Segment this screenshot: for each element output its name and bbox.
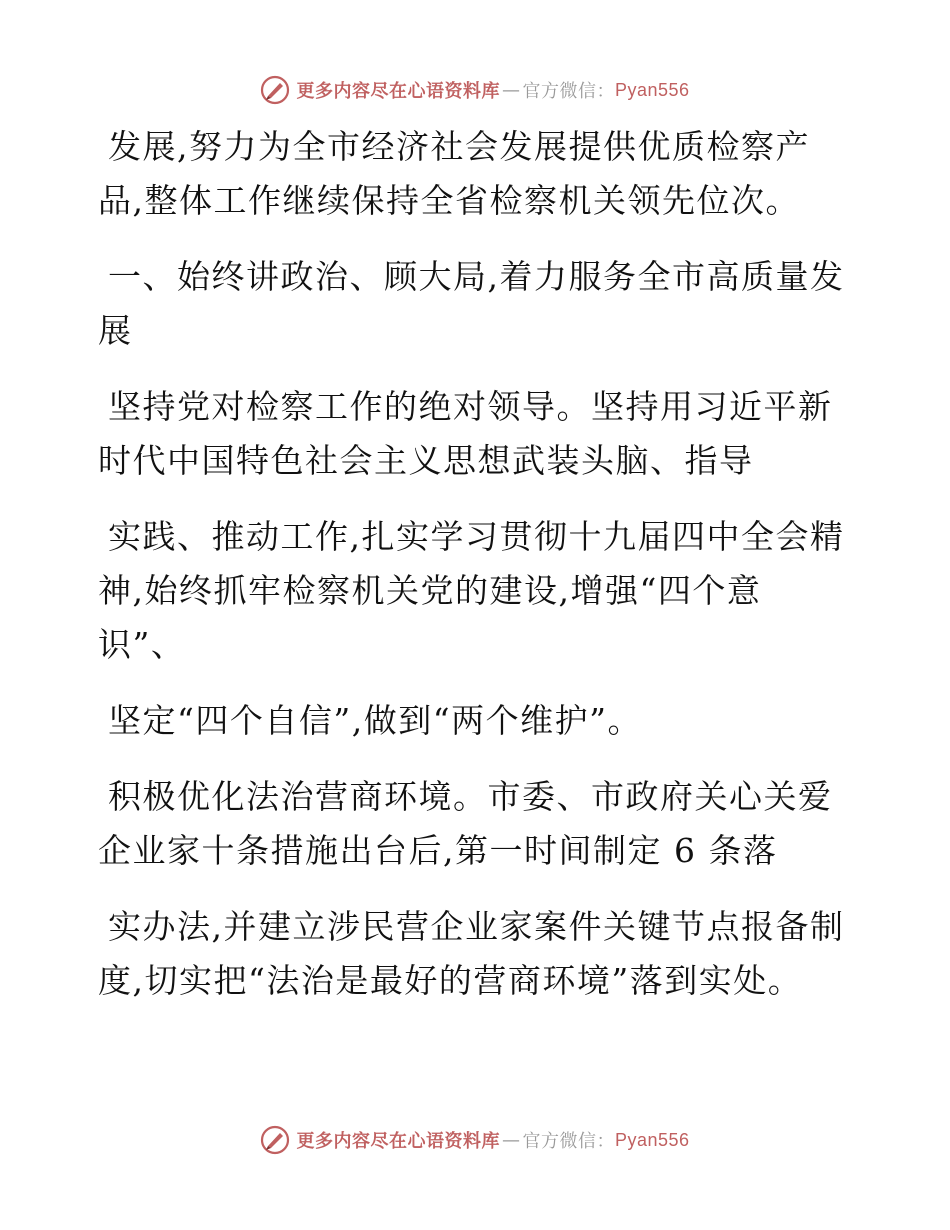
text-line: 企业家十条措施出台后,第一时间制定 6 条落 [98,831,778,870]
watermark-subtitle: 官方微信： [522,81,615,102]
watermark-wechat-id: Pyan556 [614,79,690,100]
paragraph [98,120,858,228]
text-line: 发展,努力为全市经济社会发展提供优质检察产 [108,127,810,166]
text-line: 实践、推动工作,扎实学习贯彻十九届四中全会精 [108,517,845,556]
document-body [98,120,858,1030]
text-line: 积极优化法治营商环境。市委、市政府关心关爱 [108,777,833,816]
paragraph [98,770,858,878]
quill-seal-icon [260,1125,290,1155]
text-line: 坚定“四个自信”,做到“两个维护”。 [108,701,642,740]
paragraph [98,510,858,672]
watermark-dash: — [501,79,521,101]
paragraph [98,380,858,488]
text-line: 品,整体工作继续保持全省检察机关领先位次。 [98,181,800,220]
paragraph [98,900,858,1008]
watermark-title: 更多内容尽在心语资料库 [296,81,500,102]
footer-watermark [0,1118,950,1162]
watermark-wechat-id: Pyan556 [614,1129,690,1150]
watermark-subtitle: 官方微信： [522,1131,615,1152]
quill-seal-icon [260,75,290,105]
text-line: 展 [98,311,133,350]
text-line: 度,切实把“法治是最好的营商环境”落到实处。 [98,961,803,1000]
text-line: 时代中国特色社会主义思想武装头脑、指导 [98,441,754,480]
paragraph [98,694,858,748]
text-line: 实办法,并建立涉民营企业家案件关键节点报备制 [108,907,845,946]
text-line: 识”、 [98,625,186,664]
header-watermark [0,68,950,112]
text-line: 神,始终抓牢检察机关党的建设,增强“四个意 [98,571,762,610]
watermark-title: 更多内容尽在心语资料库 [296,1131,500,1152]
text-line: 坚持党对检察工作的绝对领导。坚持用习近平新 [108,387,833,426]
watermark-dash: — [501,1129,521,1151]
section-heading [98,250,858,358]
text-line: 一、始终讲政治、顾大局,着力服务全市高质量发 [108,257,845,296]
